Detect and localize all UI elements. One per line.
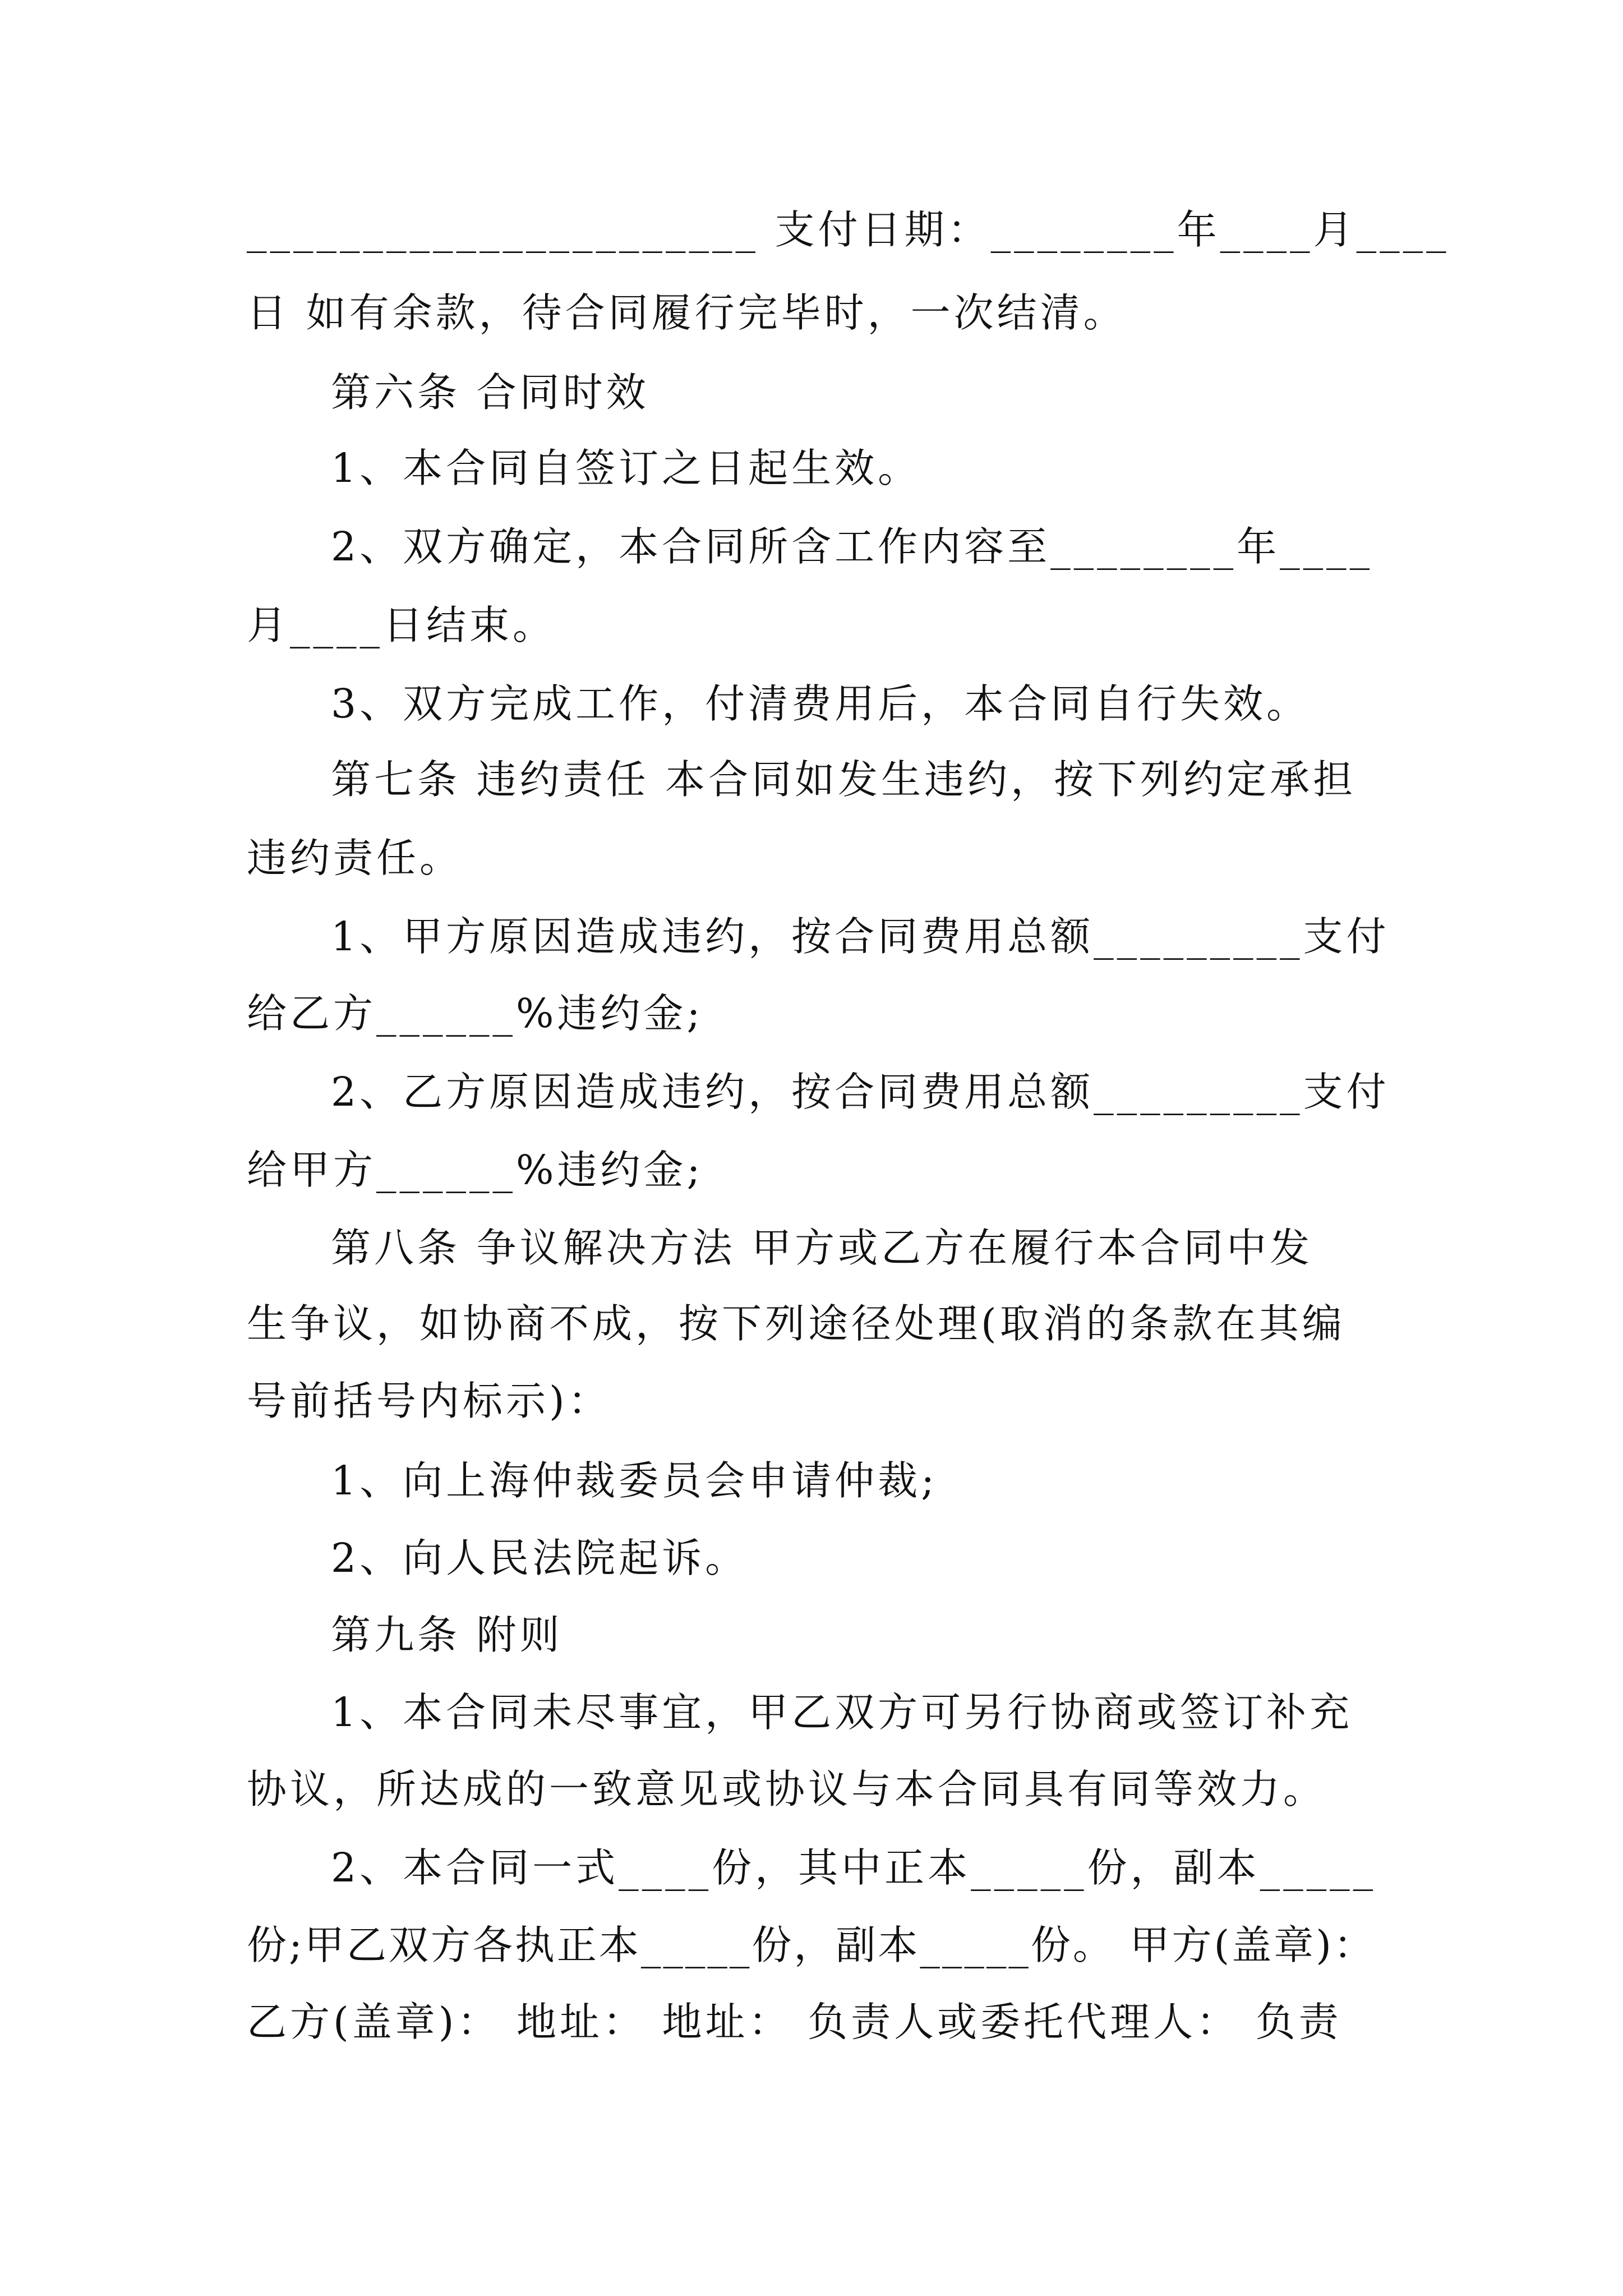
text-line: 2、向人民法院起诉。 [331,1535,749,1581]
text-line: 2、本合同一式____份，其中正本_____份，副本_____ [331,1844,1377,1891]
section-heading: 第六条 合同时效 [331,369,649,416]
text-line: 给乙方______%违约金; [247,990,704,1037]
text-line: 1、本合同未尽事宜，甲乙双方可另行协商或签订补充 [331,1689,1353,1736]
text-line: 乙方(盖章)： 地址： 地址： 负责人或委托代理人： 负责 [247,1999,1342,2045]
text-line: 协议，所达成的一致意见或协议与本合同具有同等效力。 [247,1766,1327,1812]
section-heading: 第八条 争议解决方法 甲方或乙方在履行本合同中发 [331,1225,1313,1271]
text-line: 2、乙方原因造成违约，按合同费用总额_________支付 [331,1069,1390,1115]
text-line: 3、双方完成工作，付清费用后，本合同自行失效。 [331,680,1310,727]
text-line: 1、向上海仲裁委员会申请仲裁; [331,1457,938,1504]
text-line: 2、双方确定，本合同所含工作内容至________年____ [331,523,1373,570]
section-heading: 第七条 违约责任 本合同如发生违约，按下列约定承担 [331,756,1357,803]
text-line: 日 如有余款，待合同履行完毕时，一次结清。 [247,289,1127,336]
text-line: 1、本合同自签订之日起生效。 [331,445,921,491]
section-heading: 第九条 附则 [331,1612,563,1658]
text-line: 月____日结束。 [247,602,556,648]
text-line: 给甲方______%违约金; [247,1147,704,1193]
text-line: ______________________ 支付日期：________年____月____ [247,206,1450,253]
text-line: 违约责任。 [247,835,463,881]
text-line: 号前括号内标示)： [247,1378,611,1424]
text-line: 1、甲方原因造成违约，按合同费用总额_________支付 [331,913,1390,960]
text-line: 份;甲乙双方各执正本_____份，副本_____份。 甲方(盖章)： [247,1922,1376,1968]
text-line: 生争议，如协商不成，按下列途径处理(取消的条款在其编 [247,1300,1345,1347]
